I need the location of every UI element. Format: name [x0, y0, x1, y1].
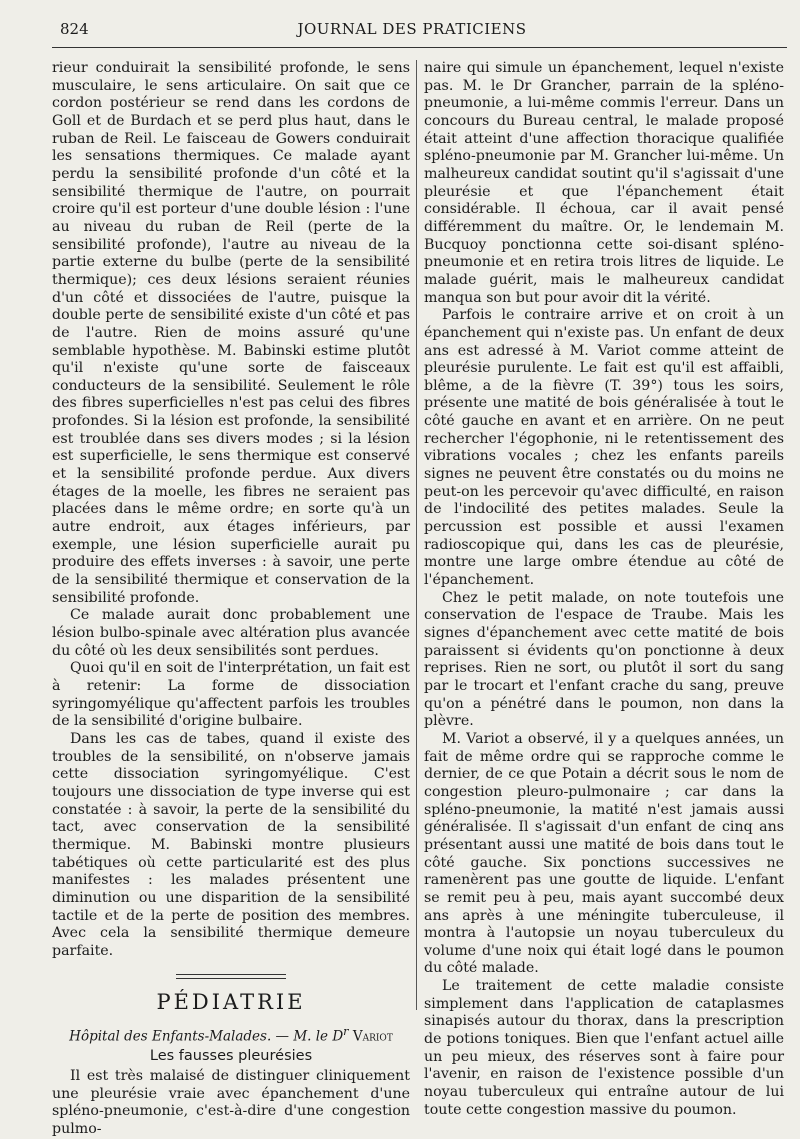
section-separator: [176, 974, 286, 979]
section-title: PÉDIATRIE: [156, 990, 306, 1015]
paragraph: Chez le petit malade, on note toutefois une conservation de l'espace de Traube. Mais les signes d'épanchement avec cette matité de bois paraissent si évidents qu'on ponctionne à deux reprises. Rien ne sort, ou plutôt il sort du sang par le trocart et l'enfant crache du sang, preuve qu'on a pénétré dans le poumon, non dans la plèvre.: [424, 589, 784, 730]
journal-title: JOURNAL DES PRATICIENS: [297, 20, 527, 38]
paragraph: naire qui simule un épanchement, lequel n'existe pas. M. le Dr Grancher, parrain de la spléno-pneumonie, a lui-même commis l'erreur. Dans un concours du Bureau central, le malade proposé était atteint d'une affection thoracique qualifiée spléno-pneumonie par M. Grancher lui-même. Un malheureux candidat soutint qu'il s'agissait d'une pleurésie et que l'épanchement était considérable. Il échoua, car il avait pensé différemment du maître. Or, le lendemain M. Bucquoy ponctionna cette soi-disant spléno-pneumonie et en retira trois litres de liquide. Le malade guérit, mais le malheureux candidat manqua son but pour avoir dit la vérité.: [424, 60, 784, 306]
article-title: Les fausses pleurésies: [149, 1047, 313, 1064]
left-column: [52, 60, 410, 1139]
hospital-name: Hôpital des Enfants-Malades. — M. le D: [69, 1028, 344, 1045]
paragraph: Le traitement de cette maladie consiste simplement dans l'application de cataplasmes sinapisés autour du thorax, dans la prescription de potions toniques. Bien que l'enfant actuel aille un peu mieux, des réserves sont à faire pour l'avenir, en raison de l'existence possible d'un noyau tuberculeux qui entraîne autour de lui toute cette congestion massive du poumon.: [424, 978, 784, 1118]
paragraph: Ce malade aurait donc probablement une lésion bulbo-spinale avec altération plus avancée du côté où les deux sensibilités sont perdues.: [52, 607, 410, 659]
header-rule: [52, 47, 787, 48]
paragraph: rieur conduirait la sensibilité profonde, le sens musculaire, le sens articulaire. On sait que ce cordon postérieur se rend dans les cordons de Goll et de Burdach et se perd plus haut, dans le ruban de Reil. Le faisceau de Gowers conduirait les sensations thermiques. Ce malade ayant perdu la sensibilité profonde d'un côté et la sensibilité thermique de l'autre, on pourrait croire qu'il est porteur d'une double lésion : l'une au niveau du ruban de Reil (perte de la sensibilité profonde), l'autre au niveau de la partie externe du bulbe (perte de la sensibilité thermique); ces deux lésions seraient réunies d'un côté et dissociées de l'autre, puisque la double perte de sensibilité existe d'un côté et pas de l'autre. Rien de moins assuré qu'une semblable hypothèse. M. Babinski estime plutôt qu'il n'existe qu'une sorte de faisceaux conducteurs de la sensibilité. Seulement le rôle des fibres superficielles n'est pas celui des fibres profondes. Si la lésion est profonde, la sensibilité est troublée dans ses divers modes ; si la lésion est superficielle, le sens thermique est conservé et la sensibilité profonde perdue. Aux divers étages de la moelle, les fibres ne seraient pas placées dans le même ordre; en sorte qu'à un autre endroit, aux étages inférieurs, par exemple, une lésion superficielle aurait pu produire des effets inverses : à savoir, une perte de la sensibilité thermique et conservation de la sensibilité profonde.: [52, 60, 410, 606]
paragraph: Il est très malaisé de distinguer cliniquement une pleurésie vraie avec épanchement d'une spléno-pneumonie, c'est-à-dire d'une congestion pulmo-: [52, 1067, 410, 1137]
hospital-line: [52, 1023, 410, 1046]
paragraph: Quoi qu'il en soit de l'interprétation, un fait est à retenir: La forme de dissociation syringomyélique qu'affectent parfois les troubles de la sensibilité d'origine bulbaire.: [52, 660, 410, 730]
column-divider: [416, 60, 417, 1010]
paragraph: M. Variot a observé, il y a quelques années, un fait de même ordre qui se rapproche comme le dernier, de ce que Potain a décrit sous le nom de congestion pleuro-pulmonaire ; car dans la spléno-pneumonie, la matité n'est jamais aussi généralisée. Il s'agissait d'un enfant de cinq ans présentant aussi une matité de bois dans tout le côté gauche. Six ponctions successives ne ramenèrent pas une goutte de liquide. L'enfant se remit peu à peu, mais ayant succombé deux ans après à une méningite tuberculeuse, il montra à l'autopsie un noyau tuberculeux du volume d'une noix qui était logé dans le poumon du côté malade.: [424, 730, 784, 977]
doctor-name: Variot: [348, 1028, 393, 1045]
page-number: 824: [60, 20, 89, 38]
paragraph: Parfois le contraire arrive et on croit à un épanchement qui n'existe pas. Un enfant de deux ans est adressé à M. Variot comme atteint de pleurésie purulente. Le fait est qu'il est affaibli, blême, a de la fièvre (T. 39°) tous les soirs, présente une matité de bois généralisée à tout le côté gauche en avant et en arrière. On ne peut rechercher l'égophonie, ni le retentissement des vibrations vocales ; chez les enfants pareils signes ne peuvent être constatés ou du moins ne peut-on les percevoir qu'avec difficulté, en raison de l'indocilité des petites malades. Seule la percussion est possible et aussi l'examen radioscopique qui, dans les cas de pleurésie, montre une large ombre étendue au côté de l'épanchement.: [424, 307, 784, 589]
paragraph: Dans les cas de tabes, quand il existe des troubles de la sensibilité, on n'observe jamais cette dissociation syringomyélique. C'est toujours une dissociation de type inverse qui est constatée : à savoir, la perte de la sensibilité du tact, avec conservation de la sensibilité thermique. M. Babinski montre plusieurs tabétiques où cette particularité est des plus manifestes : les malades présentent une diminution ou une disparition de la sensibilité tactile et de la perte de position des membres. Avec cela la sensibilité thermique demeure parfaite.: [52, 730, 410, 959]
right-column: [424, 60, 784, 1119]
running-header: [52, 20, 772, 46]
hospital-sup: r: [343, 1025, 349, 1039]
